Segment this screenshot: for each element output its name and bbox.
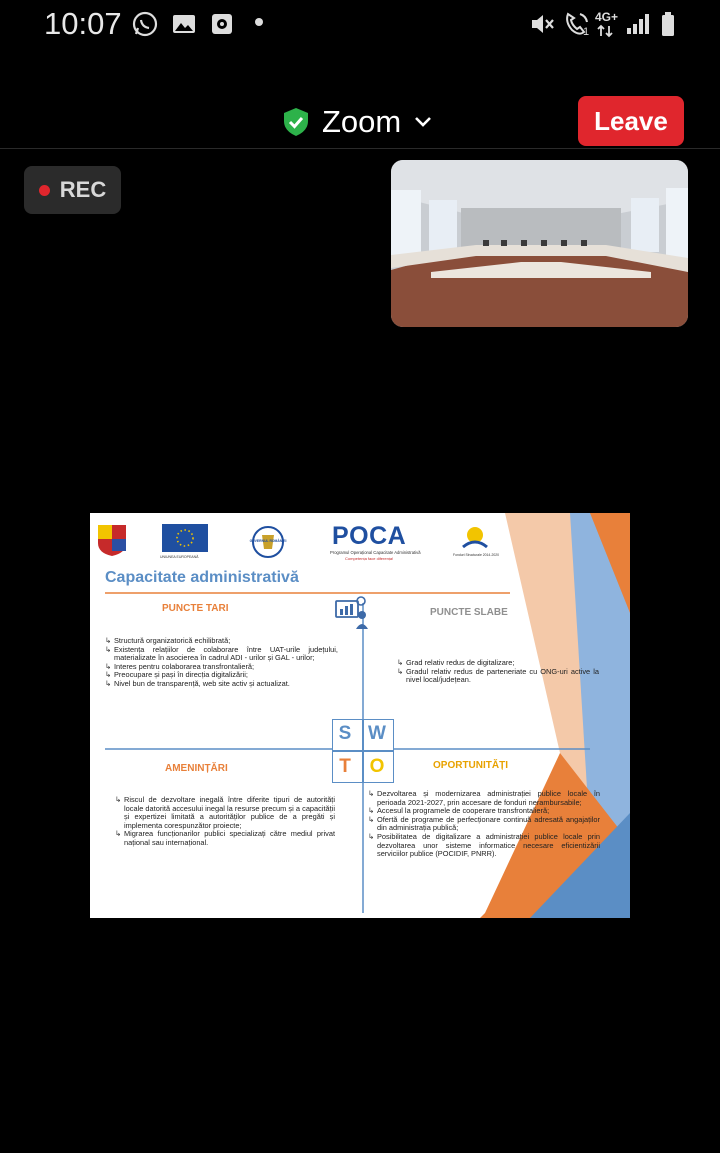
list-item: ↳ Posibilitatea de digitalizare a administrației publice locale prin dezvoltarea unor sisteme informatice necesare eficientizării serviciilor publice (POCIDIF, PNRR). <box>368 833 600 859</box>
list-item: ↳ Structură organizatorică echilibrată; <box>105 637 338 646</box>
swot-t: T <box>339 756 351 777</box>
strengths-list <box>105 637 338 689</box>
chevron-down-icon <box>413 115 433 129</box>
network-type: 4G+ <box>595 10 619 24</box>
status-bar <box>0 0 720 48</box>
notification-dot-icon <box>255 18 263 26</box>
meeting-title: Zoom <box>322 104 402 139</box>
threats-heading: AMENINȚĂRI <box>165 763 228 774</box>
list-item: ↳ Ofertă de programe de perfecționare continuă adresată angajaților din administrația publică; <box>368 816 600 833</box>
list-item: ↳ Existența relațiilor de colaborare între UAT-urile județului, materializate în asocierea în cadrul ADI - urilor și GAL - urilor; <box>105 646 338 663</box>
threats-list <box>115 796 335 848</box>
weaknesses-list <box>397 659 599 685</box>
county-crest-logo <box>96 523 128 557</box>
status-time: 10:07 <box>44 6 122 41</box>
battery-icon <box>656 10 684 38</box>
whatsapp-icon <box>131 10 159 38</box>
poca-logo: POCA <box>332 522 407 550</box>
leave-button[interactable]: Leave <box>578 96 684 146</box>
header-divider <box>0 148 720 149</box>
screen-record-icon <box>208 10 236 38</box>
eu-flag-logo <box>162 524 208 556</box>
record-dot-icon <box>39 185 50 196</box>
opportunities-heading: OPORTUNITĂȚI <box>433 760 508 771</box>
gov-caption: GUVERNUL ROMÂNIEI <box>249 539 287 543</box>
list-item: ↳ Preocupare și pași în direcția digitalizării; <box>105 671 338 680</box>
gallery-icon <box>170 10 198 38</box>
weaknesses-heading: PUNCTE SLABE <box>430 607 508 618</box>
poca-subtitle: Programul Operațional Capacitate Administrativă <box>330 550 421 555</box>
participant-video-thumbnail[interactable] <box>391 160 688 327</box>
strengths-heading: PUNCTE TARI <box>162 603 229 614</box>
list-item: ↳ Migrarea funcționarilor publici specializați către mediul privat național sau internațional. <box>115 830 335 847</box>
list-item: ↳ Riscul de dezvoltare inegală între diferite tipuri de autorități locale datorită accesului inegal la resurse precum și a capacității și expertizei limitată a autorităților publice de a pregăti și implementa corespunzător proiecte; <box>115 796 335 830</box>
data-arrows-icon <box>596 24 614 38</box>
meeting-info-button[interactable] <box>282 100 433 144</box>
sim-number: 1 <box>583 26 590 38</box>
recording-label: REC <box>59 177 107 202</box>
conference-room-video <box>391 160 688 327</box>
swot-divider-v <box>362 719 364 783</box>
opportunities-list <box>368 790 600 859</box>
list-item: ↳ Interes pentru colaborarea transfrontalieră; <box>105 663 338 672</box>
structural-funds-caption: Fonduri Structurale 2014-2020 <box>453 553 499 557</box>
list-item: ↳ Accesul la programele de cooperare transfrontalieră; <box>368 807 600 816</box>
list-item: ↳ Nivel bun de transparență, web site activ și actualizat. <box>105 680 338 689</box>
list-item: ↳ Gradul relativ redus de parteneriate cu ONG-uri active la nivel local/județean. <box>397 668 599 685</box>
list-item: ↳ Grad relativ redus de digitalizare; <box>397 659 599 668</box>
signal-icon <box>624 10 652 38</box>
structural-funds-logo <box>460 525 490 551</box>
poca-slogan: Competența face diferența! <box>345 556 394 561</box>
eu-caption: UNIUNEA EUROPEANĂ <box>160 555 199 559</box>
analytics-person-icon <box>334 595 370 631</box>
shared-screen-slide <box>90 513 630 918</box>
swot-o: O <box>369 756 385 777</box>
swot-s: S <box>338 723 352 744</box>
secure-shield-icon <box>282 107 310 137</box>
slide-title: Capacitate administrativă <box>105 569 299 586</box>
mute-icon <box>528 10 556 38</box>
recording-indicator[interactable] <box>24 166 121 214</box>
list-item: ↳ Dezvoltarea și modernizarea administrației publice locale în perioada 2021-2027, prin accesare de fonduri nerambursabile; <box>368 790 600 807</box>
swot-w: W <box>368 723 386 744</box>
